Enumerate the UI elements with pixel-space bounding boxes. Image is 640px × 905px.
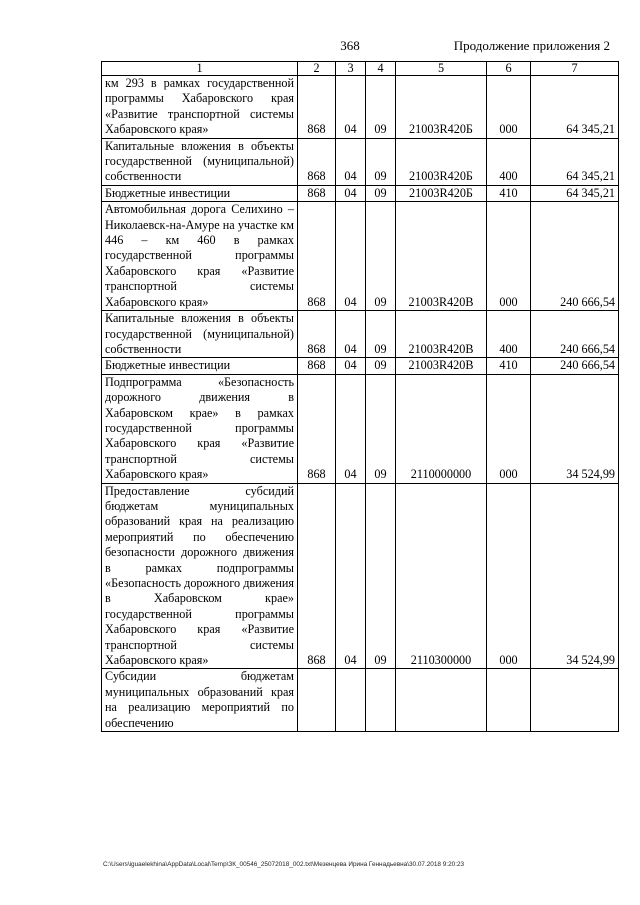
cell-sum: 240 666,54: [531, 311, 619, 358]
cell-csr: [396, 669, 487, 732]
budget-table: [101, 61, 619, 732]
row-name: Капитальные вложения в объекты государственной (муниципальной) собственности: [102, 311, 298, 358]
cell-csr: 21003R420Б: [396, 185, 487, 201]
cell-gr: 868: [298, 76, 336, 139]
cell-gr: 868: [298, 311, 336, 358]
column-number: 2: [298, 62, 336, 76]
cell-rz: 04: [336, 358, 366, 374]
cell-gr: 868: [298, 138, 336, 185]
cell-gr: 868: [298, 202, 336, 311]
column-number: 5: [396, 62, 487, 76]
cell-pr: 09: [366, 138, 396, 185]
cell-csr: 21003R420В: [396, 358, 487, 374]
table-row: [102, 76, 619, 139]
cell-gr: [298, 669, 336, 732]
cell-pr: 09: [366, 311, 396, 358]
column-number: 6: [487, 62, 531, 76]
cell-rz: 04: [336, 202, 366, 311]
row-name: км 293 в рамках государственной программы Хабаровского края «Развитие транспортной системы Хабаровского края»: [102, 76, 298, 139]
cell-sum: 64 345,21: [531, 76, 619, 139]
cell-vr: 400: [487, 138, 531, 185]
cell-vr: [487, 669, 531, 732]
cell-sum: 34 524,99: [531, 374, 619, 483]
cell-sum: 34 524,99: [531, 483, 619, 669]
cell-csr: 2110000000: [396, 374, 487, 483]
cell-rz: 04: [336, 138, 366, 185]
cell-gr: 868: [298, 483, 336, 669]
cell-sum: 240 666,54: [531, 202, 619, 311]
cell-rz: [336, 669, 366, 732]
column-number: 4: [366, 62, 396, 76]
cell-csr: 21003R420Б: [396, 76, 487, 139]
cell-pr: 09: [366, 76, 396, 139]
cell-rz: 04: [336, 483, 366, 669]
column-number: 3: [336, 62, 366, 76]
table-row: [102, 311, 619, 358]
cell-pr: [366, 669, 396, 732]
table-row: [102, 138, 619, 185]
table-row: [102, 202, 619, 311]
cell-vr: 000: [487, 483, 531, 669]
cell-vr: 000: [487, 202, 531, 311]
cell-vr: 410: [487, 358, 531, 374]
column-number-row: [102, 62, 619, 76]
row-name: Субсидии бюджетам муниципальных образований края на реализацию мероприятий по обеспечению: [102, 669, 298, 732]
footer-file-path: C:\Users\iguaelekhina\AppData\Local\Temp\ЗК_00546_25072018_002.txt\Мезенцева Ирина Геннадьевна\30.07.2018 9:20:23: [103, 861, 465, 868]
column-number: 1: [102, 62, 298, 76]
continuation-label: Продолжение приложения 2: [453, 38, 610, 53]
cell-pr: 09: [366, 374, 396, 483]
table-row: [102, 185, 619, 201]
cell-gr: 868: [298, 374, 336, 483]
row-name: Капитальные вложения в объекты государственной (муниципальной) собственности: [102, 138, 298, 185]
cell-rz: 04: [336, 311, 366, 358]
cell-vr: 410: [487, 185, 531, 201]
cell-sum: 64 345,21: [531, 185, 619, 201]
row-name: Автомобильная дорога Селихино – Николаевск-на-Амуре на участке км 446 – км 460 в рамках государственной программы Хабаровского края «Развитие транспортной системы Хабаровского края»: [102, 202, 298, 311]
table-row: [102, 483, 619, 669]
cell-pr: 09: [366, 202, 396, 311]
cell-rz: 04: [336, 185, 366, 201]
table-row: [102, 669, 619, 732]
cell-gr: 868: [298, 185, 336, 201]
cell-csr: 21003R420В: [396, 311, 487, 358]
page-number: 368: [340, 38, 360, 53]
cell-vr: 000: [487, 374, 531, 483]
cell-pr: 09: [366, 185, 396, 201]
table-row: [102, 358, 619, 374]
cell-pr: 09: [366, 358, 396, 374]
row-name: Бюджетные инвестиции: [102, 358, 298, 374]
cell-csr: 21003R420Б: [396, 138, 487, 185]
cell-pr: 09: [366, 483, 396, 669]
cell-csr: 2110300000: [396, 483, 487, 669]
cell-sum: [531, 669, 619, 732]
table-row: [102, 374, 619, 483]
cell-vr: 000: [487, 76, 531, 139]
row-name: Предоставление субсидий бюджетам муниципальных образований края на реализацию мероприятий по обеспечению безопасности дорожного движения в рамках подпрограммы «Безопасность дорожного движения в Хабаровском крае» государственной программы Хабаровского края «Развитие транспортной системы Хабаровского края»: [102, 483, 298, 669]
cell-csr: 21003R420В: [396, 202, 487, 311]
cell-sum: 240 666,54: [531, 358, 619, 374]
cell-gr: 868: [298, 358, 336, 374]
column-number: 7: [531, 62, 619, 76]
cell-sum: 64 345,21: [531, 138, 619, 185]
cell-rz: 04: [336, 374, 366, 483]
row-name: Подпрограмма «Безопасность дорожного движения в Хабаровском крае» в рамках государственной программы Хабаровского края «Развитие транспортной системы Хабаровского края»: [102, 374, 298, 483]
cell-rz: 04: [336, 76, 366, 139]
cell-vr: 400: [487, 311, 531, 358]
row-name: Бюджетные инвестиции: [102, 185, 298, 201]
